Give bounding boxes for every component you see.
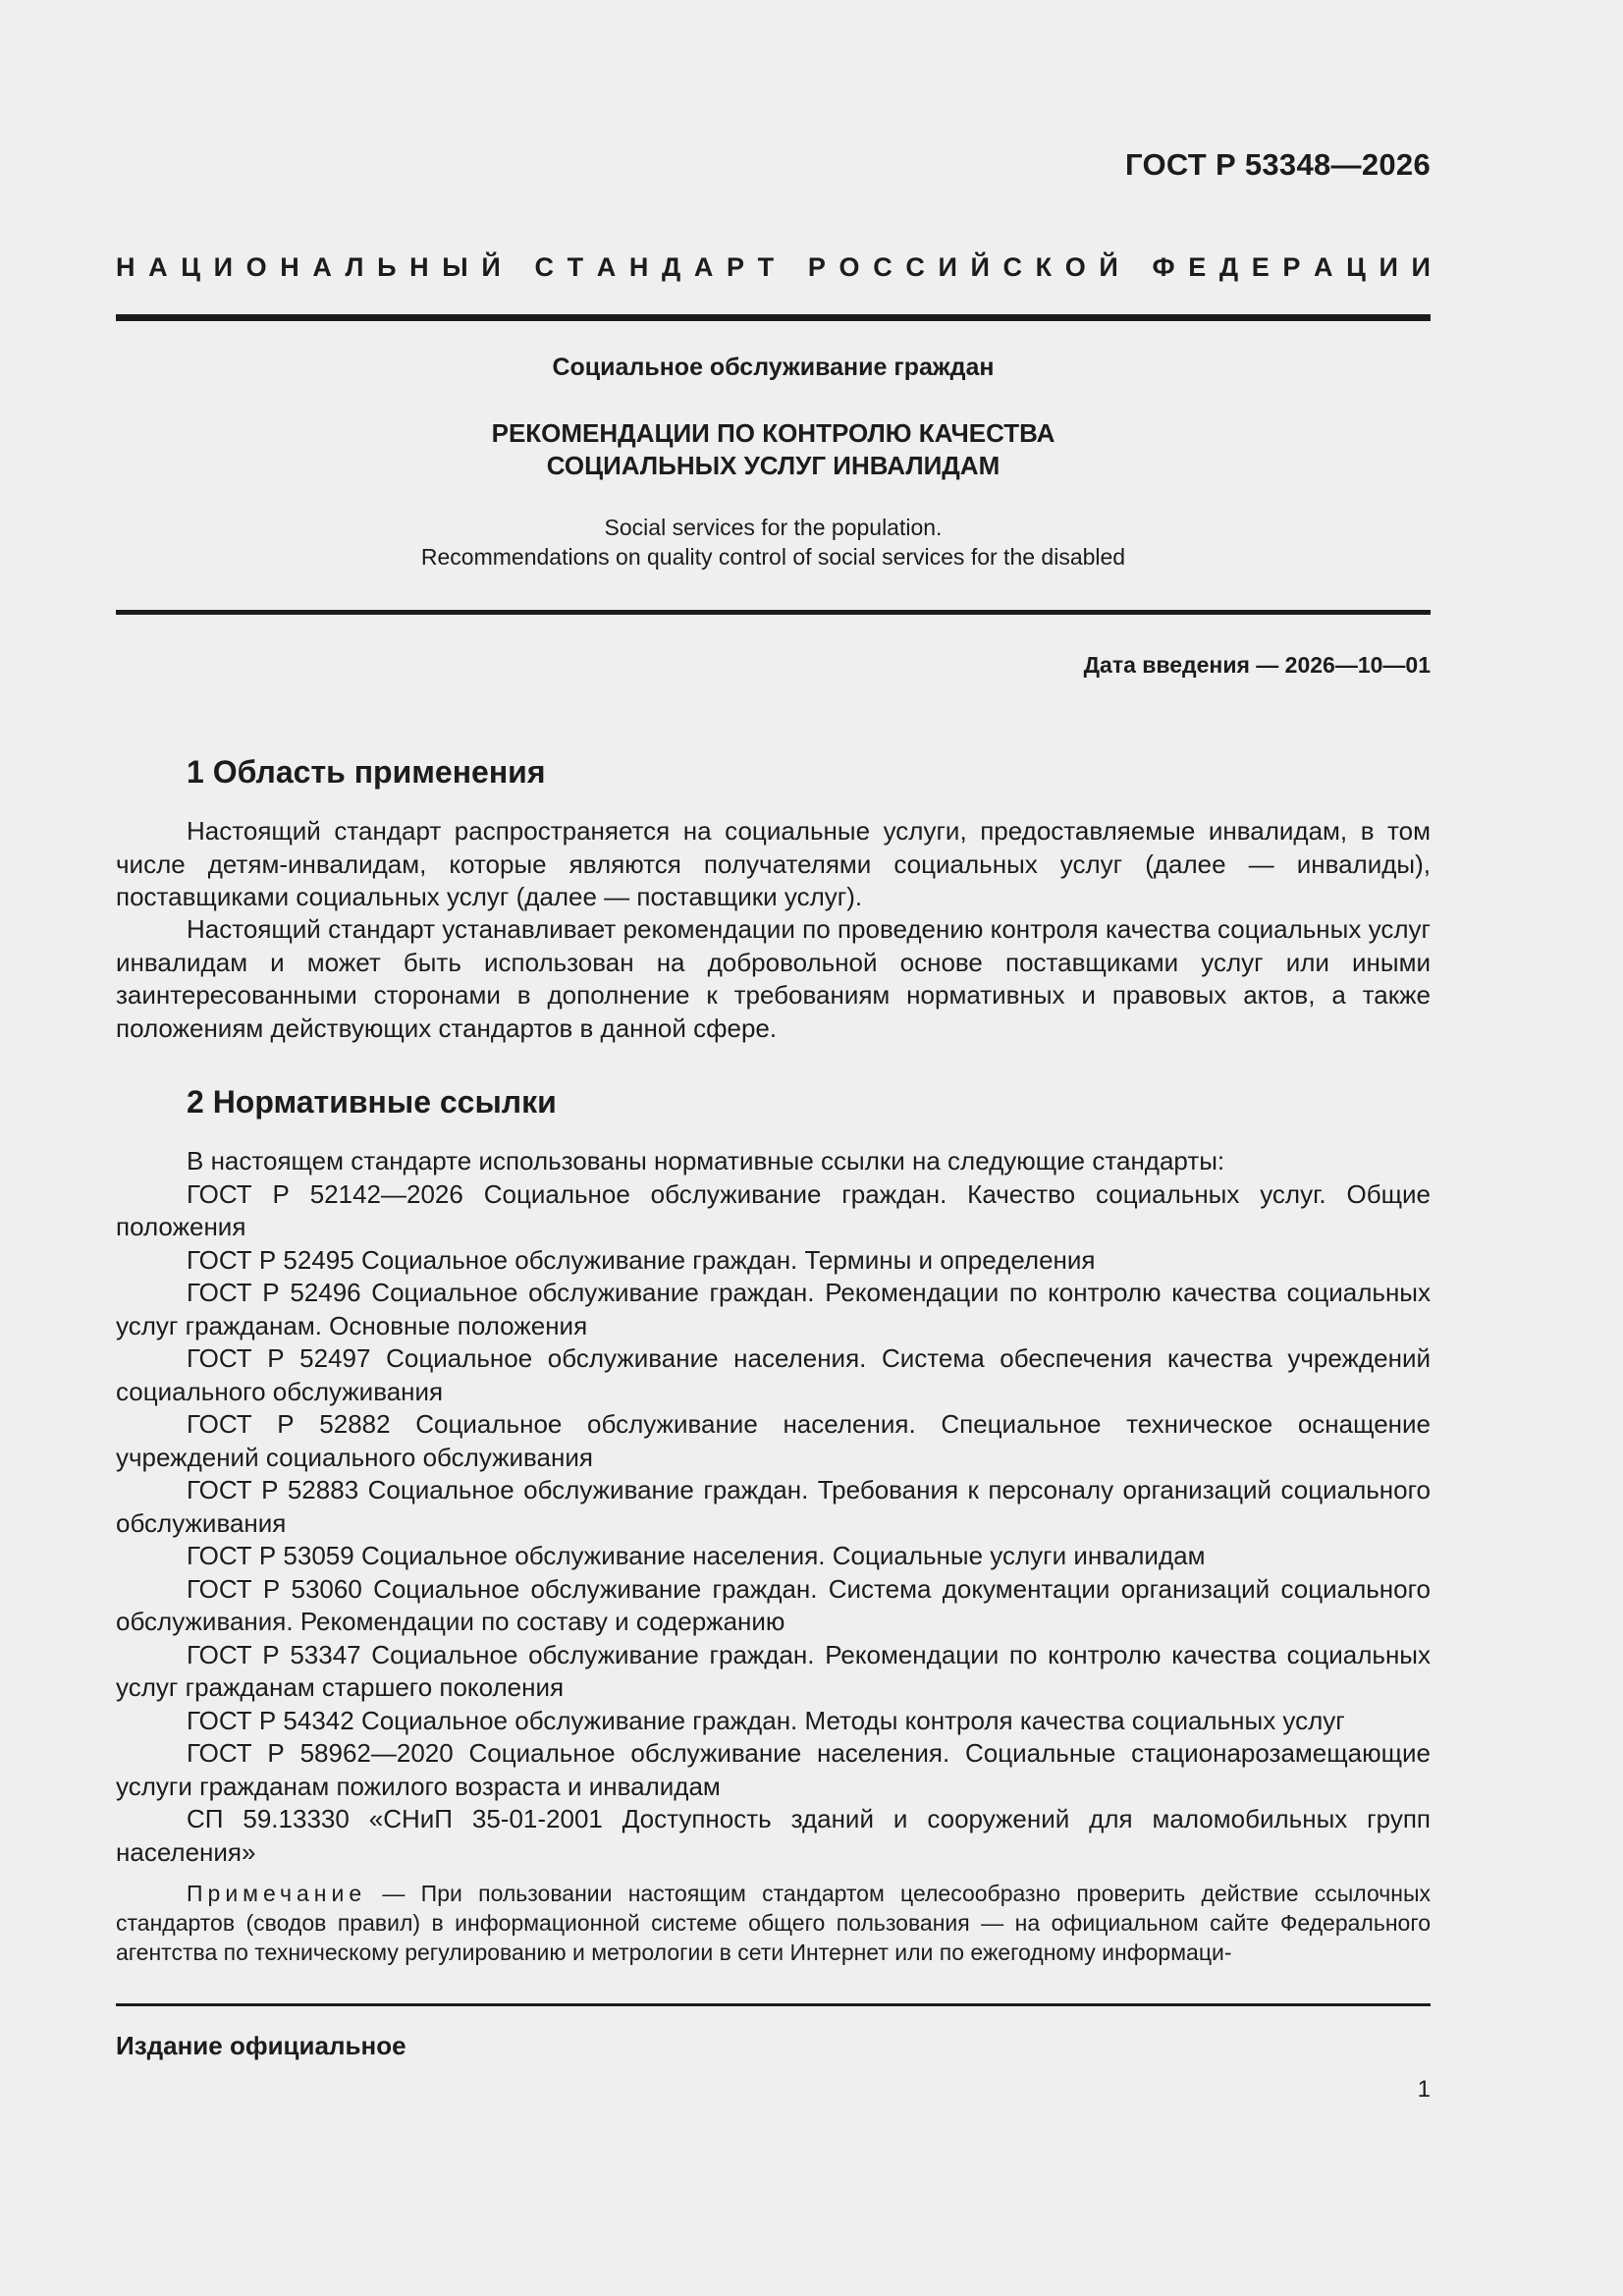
title-letter: К	[1035, 252, 1053, 282]
title-letter: Е	[1251, 252, 1270, 282]
title-letter: Т	[757, 252, 775, 282]
title-letter: Й	[970, 252, 990, 282]
title-letter: И	[213, 252, 234, 282]
reference-item: ГОСТ Р 52883 Социальное обслуживание граждан. Требования к персоналу организаций социального обслуживания	[116, 1475, 1431, 1538]
title-letter: А	[312, 252, 332, 282]
title-gap	[514, 252, 521, 283]
title-gap	[1131, 252, 1139, 283]
title-letter: Н	[116, 252, 135, 282]
title-letter: И	[1379, 252, 1398, 282]
title-letter: Т	[567, 252, 584, 282]
document-subtitle: Социальное обслуживание граждан	[552, 354, 995, 381]
reference-item: ГОСТ Р 53347 Социальное обслуживание граждан. Рекомендации по контролю качества социальных услуг гражданам старшего поколения	[116, 1639, 1431, 1702]
title-letter: О	[839, 252, 860, 282]
header-rule	[116, 314, 1431, 321]
title-letter: Е	[1188, 252, 1207, 282]
reference-item: СП 59.13330 «СНиП 35-01-2001 Доступность зданий и сооружений для маломобильных групп населения»	[116, 1804, 1431, 1867]
title-letter: А	[596, 252, 617, 282]
title-letter: Н	[280, 252, 299, 282]
reference-item: ГОСТ Р 52495 Социальное обслуживание граждан. Термины и определения	[187, 1244, 1096, 1275]
title-letter: С	[873, 252, 893, 282]
title-letter: Р	[807, 252, 826, 282]
title-letter: С	[534, 252, 554, 282]
reference-item: ГОСТ Р 58962—2020 Социальное обслуживание населения. Социальные стационарозамещающие услуги гражданам пожилого возраста и инвалидам	[116, 1738, 1431, 1801]
title-letter: С	[905, 252, 925, 282]
title-rule	[116, 610, 1431, 615]
english-title	[116, 513, 1431, 572]
references-list	[116, 1145, 1431, 1869]
title-letter: Ь	[377, 252, 397, 282]
title-letter: Н	[628, 252, 649, 282]
national-standard-title	[116, 252, 1431, 283]
title-letter: Й	[1099, 252, 1118, 282]
english-title-line-1: Social services for the population.	[604, 515, 943, 540]
title-letter: Н	[409, 252, 429, 282]
reference-item: ГОСТ Р 52496 Социальное обслуживание граждан. Рекомендации по контролю качества социальных услуг гражданам. Основные положения	[116, 1278, 1431, 1340]
title-letter: Р	[727, 252, 745, 282]
main-title-line-2: СОЦИАЛЬНЫХ УСЛУГ ИНВАЛИДАМ	[546, 451, 1001, 480]
footer-rule	[116, 2003, 1431, 2006]
reference-item: ГОСТ Р 53059 Социальное обслуживание населения. Социальные услуги инвалидам	[187, 1541, 1206, 1570]
title-letter: А	[148, 252, 168, 282]
title-letter: О	[245, 252, 267, 282]
title-gap	[787, 252, 795, 283]
title-letter: А	[693, 252, 714, 282]
reference-item: ГОСТ Р 53060 Социальное обслуживание граждан. Система документации организаций социального обслуживания. Рекомендации по составу и содержанию	[116, 1573, 1431, 1636]
references-intro: В настоящем стандарте использованы нормативные ссылки на следующие стандарты:	[187, 1146, 1225, 1175]
section-1-paragraph-1: Настоящий стандарт распространяется на социальные услуги, предоставляемые инвалидам, в том числе детям-инвалидам, которые являются получателями социальных услуг (далее — инвалиды), поставщиками социальных услуг (далее — поставщики услуг).	[116, 816, 1431, 911]
english-title-line-2: Recommendations on quality control of social services for the disabled	[420, 544, 1126, 570]
title-letter: С	[1002, 252, 1022, 282]
reference-item: ГОСТ Р 52142—2026 Социальное обслуживание граждан. Качество социальных услуг. Общие положения	[116, 1178, 1431, 1241]
title-letter: Д	[1218, 252, 1239, 282]
section-1-paragraph-2: Настоящий стандарт устанавливает рекомендации по проведению контроля качества социальных услуг инвалидам и может быть использован на добровольной основе поставщиками услуг или иными заинтересованными сторонами в дополнение к требованиям нормативных и правовых актов, а также положениям действующих стандартов в данной сфере.	[116, 914, 1431, 1043]
section-1-heading: 1 Область применения	[187, 754, 546, 790]
title-letter: Ы	[442, 252, 468, 282]
edition-label: Издание официальное	[116, 2031, 406, 2060]
document-main-title	[116, 417, 1431, 482]
title-letter: Р	[1282, 252, 1301, 282]
page-number: 1	[1417, 2076, 1431, 2103]
title-letter: Ц	[181, 252, 200, 282]
section-2-heading: 2 Нормативные ссылки	[187, 1084, 557, 1120]
title-letter: Й	[481, 252, 501, 282]
main-title-line-1: РЕКОМЕНДАЦИИ ПО КОНТРОЛЮ КАЧЕСТВА	[491, 418, 1055, 448]
note	[116, 1879, 1431, 1967]
reference-item: ГОСТ Р 52882 Социальное обслуживание населения. Специальное техническое оснащение учреждений социального обслуживания	[116, 1409, 1431, 1472]
title-letter: Л	[345, 252, 364, 282]
gost-number: ГОСТ Р 53348—2026	[1125, 147, 1431, 182]
title-letter: О	[1064, 252, 1086, 282]
title-letter: Ц	[1346, 252, 1366, 282]
introduction-date: Дата введения — 2026—10—01	[1083, 652, 1431, 678]
title-letter: Д	[662, 252, 681, 282]
title-letter: И	[1411, 252, 1431, 282]
note-text: — При пользовании настоящим стандартом целесообразно проверить действие ссылочных стандартов (сводов правил) в информационной системе общего пользования — на официальном сайте Федерального агентства по техническому регулированию и метрологии в сети Интернет или по ежегодному информаци-	[116, 1881, 1431, 1965]
title-letter: А	[1314, 252, 1333, 282]
title-letter: И	[938, 252, 957, 282]
note-label: Примечание	[187, 1881, 367, 1906]
reference-item: ГОСТ Р 54342 Социальное обслуживание граждан. Методы контроля качества социальных услуг	[187, 1705, 1345, 1735]
reference-item: ГОСТ Р 52497 Социальное обслуживание населения. Система обеспечения качества учреждений социального обслуживания	[116, 1343, 1431, 1406]
title-letter: Ф	[1152, 252, 1175, 282]
